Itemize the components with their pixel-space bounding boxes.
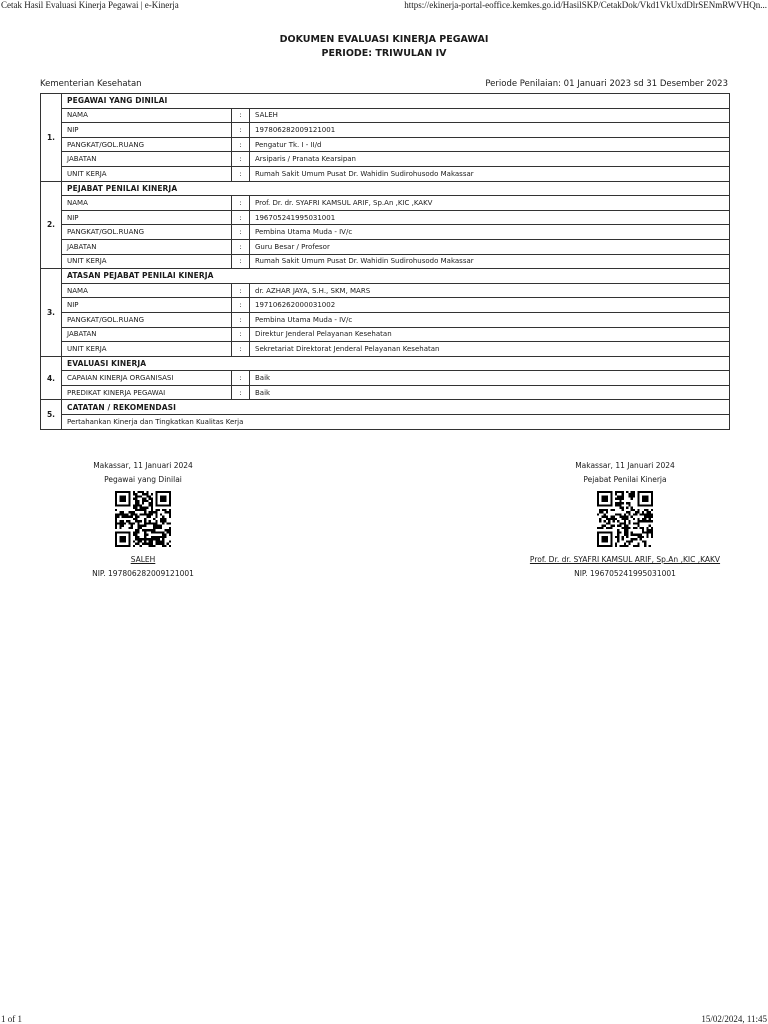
- table-row: [41, 196, 730, 211]
- table-row: [41, 371, 730, 386]
- table-row: [41, 239, 730, 254]
- signature-place-date: Makassar, 11 Januari 2024: [575, 461, 675, 470]
- print-timestamp: 15/02/2024, 11:45: [701, 1014, 767, 1024]
- section-title: PEJABAT PENILAI KINERJA: [62, 181, 730, 196]
- signature-role: Pegawai yang Dinilai: [104, 475, 182, 484]
- field-value: Direktur Jenderal Pelayanan Kesehatan: [250, 327, 730, 342]
- field-value: Guru Besar / Profesor: [250, 239, 730, 254]
- field-separator: :: [232, 225, 250, 240]
- field-label: NIP: [62, 210, 232, 225]
- field-label: JABATAN: [62, 239, 232, 254]
- signature-block-assessor: [500, 459, 750, 581]
- print-page-url: https://ekinerja-portal-eoffice.kemkes.go.id/HasilSKP/CetakDok/Vkd1VkUxdDlrSENmRWVHQn...: [404, 0, 767, 10]
- field-separator: :: [232, 371, 250, 386]
- signer-name: Prof. Dr. dr. SYAFRI KAMSUL ARIF, Sp.An ,KIC ,KAKV: [529, 555, 721, 564]
- field-label: NIP: [62, 298, 232, 313]
- table-row: [41, 327, 730, 342]
- section-number: 3.: [41, 269, 62, 357]
- print-footer: [0, 1014, 768, 1024]
- document-title: DOKUMEN EVALUASI KINERJA PEGAWAI: [279, 34, 489, 45]
- signer-name: SALEH: [130, 555, 156, 564]
- field-separator: :: [232, 327, 250, 342]
- field-separator: :: [232, 385, 250, 400]
- field-label: PANGKAT/GOL.RUANG: [62, 312, 232, 327]
- field-separator: :: [232, 137, 250, 152]
- table-row: [41, 385, 730, 400]
- field-value: Pengatur Tk. I - II/d: [250, 137, 730, 152]
- section-number: 2.: [41, 181, 62, 269]
- field-value: Pembina Utama Muda - IV/c: [250, 225, 730, 240]
- section-number: 4.: [41, 356, 62, 400]
- field-separator: :: [232, 108, 250, 123]
- table-row: [41, 210, 730, 225]
- evaluation-table: [40, 93, 730, 430]
- field-label: JABATAN: [62, 327, 232, 342]
- print-page-title: Cetak Hasil Evaluasi Kinerja Pegawai | e-Kinerja: [1, 0, 179, 10]
- field-value: Arsiparis / Pranata Kearsipan: [250, 152, 730, 167]
- field-separator: :: [232, 239, 250, 254]
- signature-role: Pejabat Penilai Kinerja: [583, 475, 667, 484]
- field-value: Sekretariat Direktorat Jenderal Pelayanan Kesehatan: [250, 342, 730, 357]
- signature-place-date: Makassar, 11 Januari 2024: [93, 461, 193, 470]
- field-separator: :: [232, 298, 250, 313]
- field-value: 196705241995031001: [250, 210, 730, 225]
- field-value: dr. AZHAR JAYA, S.H., SKM, MARS: [250, 283, 730, 298]
- table-row: [41, 312, 730, 327]
- field-value: Rumah Sakit Umum Pusat Dr. Wahidin Sudirohusodo Makassar: [250, 166, 730, 181]
- field-value: 197106262000031002: [250, 298, 730, 313]
- table-row: [41, 152, 730, 167]
- field-label: UNIT KERJA: [62, 254, 232, 269]
- section-header: [41, 269, 730, 284]
- field-separator: :: [232, 312, 250, 327]
- field-value: Pembina Utama Muda - IV/c: [250, 312, 730, 327]
- print-page-count: 1 of 1: [1, 1014, 22, 1024]
- section-header: [41, 400, 730, 415]
- recommendation-note: Pertahankan Kinerja dan Tingkatkan Kualitas Kerja: [62, 415, 730, 430]
- section-title: ATASAN PEJABAT PENILAI KINERJA: [62, 269, 730, 284]
- section-header: [41, 356, 730, 371]
- field-label: NIP: [62, 123, 232, 138]
- field-label: NAMA: [62, 283, 232, 298]
- institution-name: Kementerian Kesehatan: [40, 79, 142, 89]
- field-separator: :: [232, 123, 250, 138]
- table-row: [41, 108, 730, 123]
- field-separator: :: [232, 152, 250, 167]
- field-label: UNIT KERJA: [62, 342, 232, 357]
- signature-block-employee: [18, 459, 268, 581]
- field-value: Baik: [250, 371, 730, 386]
- field-value: Prof. Dr. dr. SYAFRI KAMSUL ARIF, Sp.An ,KIC ,KAKV: [250, 196, 730, 211]
- section-number: 5.: [41, 400, 62, 429]
- field-separator: :: [232, 254, 250, 269]
- field-separator: :: [232, 210, 250, 225]
- signer-nip: NIP. 197806282009121001: [92, 569, 194, 578]
- field-value: 197806282009121001: [250, 123, 730, 138]
- section-title: PEGAWAI YANG DINILAI: [62, 94, 730, 109]
- field-label: NAMA: [62, 108, 232, 123]
- print-header: [0, 0, 768, 12]
- qr-code-icon: [597, 491, 653, 547]
- table-row: [41, 415, 730, 430]
- field-value: Baik: [250, 385, 730, 400]
- field-label: PANGKAT/GOL.RUANG: [62, 137, 232, 152]
- document-meta: [40, 78, 728, 90]
- section-number: 1.: [41, 94, 62, 182]
- table-row: [41, 123, 730, 138]
- section-header: [41, 94, 730, 109]
- signer-nip: NIP. 196705241995031001: [574, 569, 676, 578]
- field-value: SALEH: [250, 108, 730, 123]
- field-label: PANGKAT/GOL.RUANG: [62, 225, 232, 240]
- section-title: EVALUASI KINERJA: [62, 356, 730, 371]
- qr-code-icon: [115, 491, 171, 547]
- field-separator: :: [232, 283, 250, 298]
- section-title: CATATAN / REKOMENDASI: [62, 400, 730, 415]
- field-value: Rumah Sakit Umum Pusat Dr. Wahidin Sudirohusodo Makassar: [250, 254, 730, 269]
- table-row: [41, 342, 730, 357]
- assessment-period: Periode Penilaian: 01 Januari 2023 sd 31 Desember 2023: [485, 79, 728, 89]
- table-row: [41, 283, 730, 298]
- table-row: [41, 137, 730, 152]
- document-period-title: PERIODE: TRIWULAN IV: [321, 48, 447, 59]
- field-separator: :: [232, 196, 250, 211]
- table-row: [41, 254, 730, 269]
- field-label: JABATAN: [62, 152, 232, 167]
- table-row: [41, 166, 730, 181]
- document-title-block: [0, 33, 768, 61]
- table-row: [41, 225, 730, 240]
- field-separator: :: [232, 342, 250, 357]
- table-row: [41, 298, 730, 313]
- field-label: NAMA: [62, 196, 232, 211]
- field-label: UNIT KERJA: [62, 166, 232, 181]
- field-separator: :: [232, 166, 250, 181]
- section-header: [41, 181, 730, 196]
- field-label: PREDIKAT KINERJA PEGAWAI: [62, 385, 232, 400]
- field-label: CAPAIAN KINERJA ORGANISASI: [62, 371, 232, 386]
